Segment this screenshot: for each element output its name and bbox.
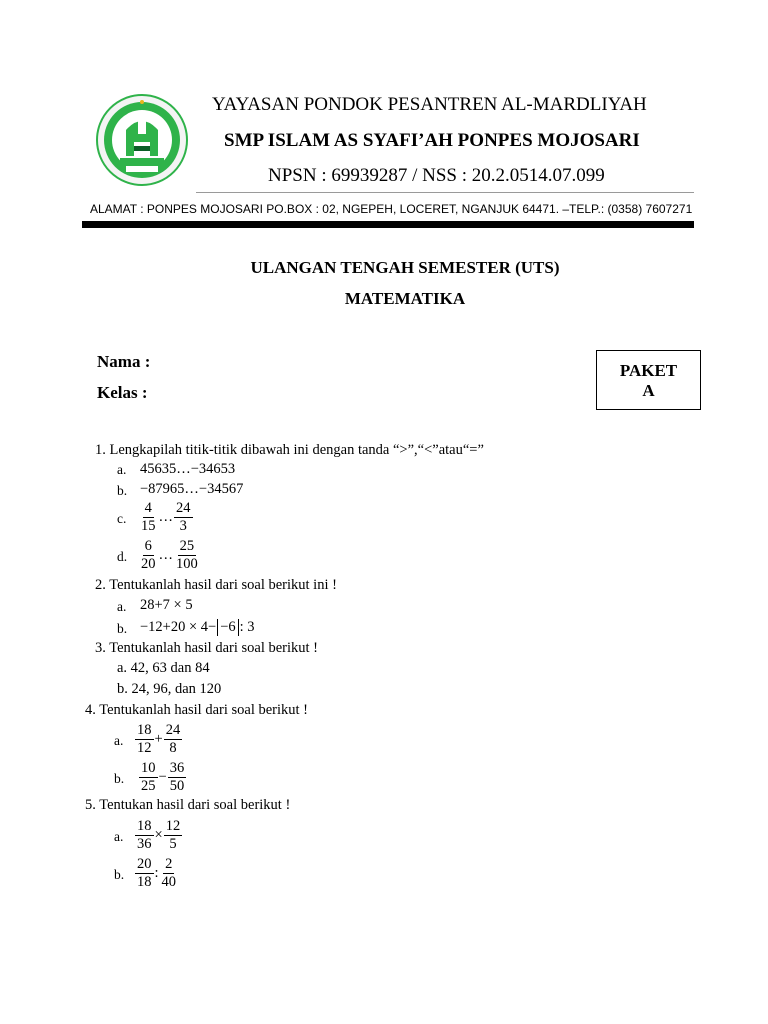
q2-a-expr: 28+7 × 5 (140, 597, 193, 613)
header-divider-thin (196, 192, 694, 193)
question-3: 3. Tentukanlah hasil dari soal berikut ! (95, 640, 319, 656)
q5-a-expr (134, 818, 183, 853)
q3-option-b: b. 24, 96, dan 120 (117, 681, 222, 697)
q5-b-label: b. (114, 867, 125, 882)
numerator: 2 (165, 856, 173, 872)
numerator: 4 (144, 500, 152, 516)
fraction (174, 500, 193, 535)
paket-label: PAKET (619, 361, 678, 380)
school-ids: NPSN : 69939287 / NSS : 20.2.0514.07.099 (268, 165, 605, 186)
absolute-value: −6 (217, 619, 238, 636)
q1-d-label: d. (117, 549, 128, 564)
ellipsis: … (158, 547, 173, 563)
fraction (164, 818, 183, 853)
denominator: 20 (141, 556, 156, 572)
fraction (135, 722, 154, 757)
header-divider-thick (82, 221, 694, 228)
exam-subject: MATEMATIKA (344, 289, 466, 308)
q2-a-label: a. (117, 599, 127, 614)
operator: − (158, 769, 167, 785)
expression-part: −12+20 × 4− (140, 619, 217, 635)
numerator: 18 (137, 722, 152, 738)
q1-d-expr (138, 538, 201, 573)
operator: + (154, 731, 163, 747)
numerator: 12 (165, 818, 181, 834)
fraction (139, 538, 158, 573)
ellipsis: … (158, 509, 173, 525)
school-emblem-icon (96, 94, 188, 186)
q1-a-expr: 45635…−34653 (140, 461, 236, 477)
numerator: 6 (144, 538, 152, 554)
fraction (139, 760, 158, 795)
q4-a-label: a. (114, 733, 124, 748)
school-name: SMP ISLAM AS SYAFI’AH PONPES MOJOSARI (224, 130, 640, 151)
school-logo (96, 94, 188, 186)
denominator: 3 (179, 518, 187, 534)
q4-b-expr (138, 760, 187, 795)
paket-value: A (642, 381, 655, 400)
name-label: Nama : (97, 352, 151, 371)
q3-option-a: a. 42, 63 dan 84 (117, 660, 210, 676)
denominator: 100 (176, 556, 198, 572)
fraction (135, 818, 154, 853)
q5-b-expr (134, 856, 179, 891)
denominator: 50 (169, 778, 185, 794)
denominator: 5 (169, 836, 177, 852)
q2-b-label: b. (117, 621, 128, 636)
fraction (135, 856, 154, 891)
question-2: 2. Tentukanlah hasil dari soal berikut ini ! (95, 577, 337, 593)
denominator: 12 (137, 740, 152, 756)
fraction (174, 538, 200, 573)
question-4: 4. Tentukanlah hasil dari soal berikut ! (85, 702, 309, 718)
numerator: 24 (176, 500, 191, 516)
expression-part: : 3 (239, 619, 255, 635)
question-1: 1. Lengkapilah titik-titik dibawah ini dengan tanda “>”,“<”atau“=” (95, 442, 484, 458)
numerator: 18 (137, 818, 152, 834)
numerator: 25 (179, 538, 195, 554)
numerator: 24 (165, 722, 181, 738)
school-address: ALAMAT : PONPES MOJOSARI PO.BOX : 02, NGEPEH, LOCERET, NGANJUK 64471. –TELP.: (0358) 7607271 (90, 202, 693, 216)
operator: × (154, 827, 163, 843)
numerator: 10 (141, 760, 156, 776)
q1-c-label: c. (117, 511, 127, 526)
numerator: 36 (169, 760, 185, 776)
fraction (164, 722, 183, 757)
denominator: 40 (161, 874, 177, 890)
question-5: 5. Tentukan hasil dari soal berikut ! (85, 797, 291, 813)
q4-a-expr (134, 722, 183, 757)
foundation-name: YAYASAN PONDOK PESANTREN AL-MARDLIYAH (212, 94, 647, 115)
denominator: 18 (137, 874, 152, 890)
q5-a-label: a. (114, 829, 124, 844)
fraction (168, 760, 187, 795)
q1-c-expr (138, 500, 194, 535)
denominator: 15 (141, 518, 156, 534)
numerator: 20 (137, 856, 152, 872)
fraction (160, 856, 179, 891)
paket-box (596, 350, 701, 410)
class-label: Kelas : (97, 383, 148, 402)
q2-b-expr (140, 619, 255, 636)
denominator: 8 (169, 740, 177, 756)
q4-b-label: b. (114, 771, 125, 786)
operator: : (154, 865, 159, 881)
fraction (139, 500, 158, 535)
q1-b-label: b. (117, 483, 128, 498)
denominator: 25 (141, 778, 156, 794)
q1-b-expr: −87965…−34567 (140, 481, 244, 497)
q1-a-label: a. (117, 462, 127, 477)
denominator: 36 (137, 836, 152, 852)
exam-title: ULANGAN TENGAH SEMESTER (UTS) (250, 258, 560, 277)
